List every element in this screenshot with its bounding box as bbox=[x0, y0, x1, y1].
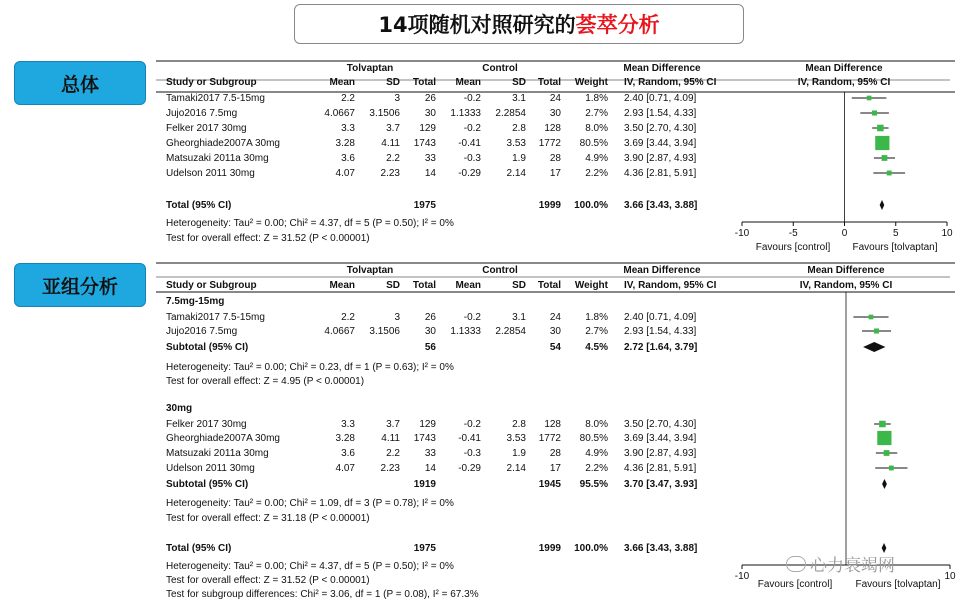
x-tick-label: 10 bbox=[941, 228, 953, 239]
study-name: Jujo2016 7.5mg bbox=[166, 326, 238, 337]
study-tol-mean: 3.28 bbox=[335, 138, 355, 149]
study-name: Felker 2017 30mg bbox=[166, 419, 247, 430]
header-ctl-mean: Mean bbox=[455, 77, 481, 88]
study-weight: 2.2% bbox=[585, 168, 608, 179]
study-tol-mean: 3.3 bbox=[341, 123, 355, 134]
overall-total-tol-total: 1975 bbox=[413, 200, 436, 211]
subgroup-label: 7.5mg-15mg bbox=[166, 296, 225, 307]
overall-total-label: Total (95% CI) bbox=[166, 200, 232, 211]
study-ctl-total: 17 bbox=[549, 463, 561, 474]
study-weight: 4.9% bbox=[585, 153, 608, 164]
study-tol-mean: 4.0667 bbox=[324, 108, 355, 119]
subgroup2-subtotal-tol-total: 1919 bbox=[413, 479, 436, 490]
header-study: Study or Subgroup bbox=[166, 77, 257, 88]
study-tol-mean: 3.6 bbox=[341, 448, 355, 459]
overall-total-md-ci: 3.66 [3.43, 3.88] bbox=[624, 200, 698, 211]
subgroup-total-effect-test: Test for overall effect: Z = 31.52 (P < 0.00001) bbox=[166, 575, 370, 586]
subgroup2-heterogeneity: Heterogeneity: Tau² = 0.00; Chi² = 1.09, df = 3 (P = 0.78); I² = 0% bbox=[166, 498, 454, 509]
subgroup-differences-test: Test for subgroup differences: Chi² = 3.06, df = 1 (P = 0.08), I² = 67.3% bbox=[166, 589, 479, 600]
subgroup-total-label: Total (95% CI) bbox=[166, 543, 232, 554]
study-tol-total: 14 bbox=[424, 168, 436, 179]
study-ctl-total: 1772 bbox=[538, 138, 561, 149]
subgroup1-subtotal-md-ci: 2.72 [1.64, 3.79] bbox=[624, 342, 698, 353]
header-tol-sd: SD bbox=[386, 280, 400, 291]
study-weight: 1.8% bbox=[585, 312, 608, 323]
study-ctl-sd: 2.8 bbox=[512, 123, 526, 134]
study-marker bbox=[889, 466, 894, 471]
study-weight: 8.0% bbox=[585, 419, 608, 430]
study-name: Udelson 2011 30mg bbox=[166, 168, 255, 179]
study-md-ci: 2.93 [1.54, 4.33] bbox=[624, 326, 697, 337]
study-tol-sd: 3.7 bbox=[386, 419, 400, 430]
study-ctl-mean: -0.2 bbox=[463, 419, 481, 430]
study-md-ci: 3.50 [2.70, 4.30] bbox=[624, 419, 697, 430]
study-md-ci: 2.93 [1.54, 4.33] bbox=[624, 108, 697, 119]
study-tol-mean: 4.07 bbox=[335, 463, 355, 474]
study-ctl-mean: -0.29 bbox=[458, 168, 481, 179]
header-md-method: IV, Random, 95% CI bbox=[624, 77, 717, 88]
overall-total-weight: 100.0% bbox=[574, 200, 608, 211]
study-ctl-total: 1772 bbox=[538, 433, 561, 444]
title-main: 14项随机对照研究的 bbox=[378, 13, 576, 37]
pooled-diamond bbox=[863, 342, 885, 352]
study-ctl-total: 24 bbox=[549, 312, 561, 323]
study-weight: 80.5% bbox=[579, 433, 608, 444]
study-marker bbox=[869, 315, 874, 320]
header-tol-total: Total bbox=[412, 77, 436, 88]
header-ctl-total: Total bbox=[537, 280, 561, 291]
x-tick-label: -10 bbox=[734, 571, 750, 582]
favours-control-label: Favours [control] bbox=[757, 579, 833, 590]
study-tol-sd: 3.1506 bbox=[369, 108, 400, 119]
study-tol-total: 14 bbox=[424, 463, 436, 474]
subgroup-total-tol-total: 1975 bbox=[413, 543, 436, 554]
study-ctl-mean: -0.41 bbox=[458, 138, 481, 149]
subgroup1-subtotal-weight: 4.5% bbox=[585, 342, 608, 353]
header-tol-total: Total bbox=[412, 280, 436, 291]
study-name: Felker 2017 30mg bbox=[166, 123, 247, 134]
study-tol-total: 30 bbox=[424, 326, 436, 337]
study-tol-sd: 3.7 bbox=[386, 123, 400, 134]
study-tol-sd: 2.2 bbox=[386, 153, 400, 164]
header-plot-mean-difference: Mean Difference bbox=[805, 63, 883, 74]
study-ctl-sd: 1.9 bbox=[512, 153, 526, 164]
study-md-ci: 4.36 [2.81, 5.91] bbox=[624, 168, 697, 179]
study-ctl-sd: 2.2854 bbox=[495, 326, 526, 337]
study-marker bbox=[877, 125, 884, 132]
study-ctl-sd: 3.53 bbox=[506, 433, 526, 444]
study-weight: 2.2% bbox=[585, 463, 608, 474]
study-tol-mean: 3.28 bbox=[335, 433, 355, 444]
study-tol-mean: 4.0667 bbox=[324, 326, 355, 337]
study-weight: 1.8% bbox=[585, 93, 608, 104]
study-ctl-total: 17 bbox=[549, 168, 561, 179]
study-md-ci: 3.69 [3.44, 3.94] bbox=[624, 433, 697, 444]
subgroup1-subtotal-tol-total: 56 bbox=[424, 342, 436, 353]
x-tick-label: -10 bbox=[734, 228, 750, 239]
study-md-ci: 3.50 [2.70, 4.30] bbox=[624, 123, 697, 134]
study-md-ci: 2.40 [0.71, 4.09] bbox=[624, 312, 697, 323]
subgroup2-subtotal-md-ci: 3.70 [3.47, 3.93] bbox=[624, 479, 698, 490]
study-md-ci: 3.90 [2.87, 4.93] bbox=[624, 448, 697, 459]
study-marker bbox=[874, 328, 879, 333]
study-name: Tamaki2017 7.5-15mg bbox=[166, 312, 265, 323]
overall-total-ctl-total: 1999 bbox=[538, 200, 561, 211]
study-tol-mean: 4.07 bbox=[335, 168, 355, 179]
subgroup2-subtotal-ctl-total: 1945 bbox=[538, 479, 561, 490]
overall-effect-test: Test for overall effect: Z = 31.52 (P < 0.00001) bbox=[166, 233, 370, 244]
study-name: Tamaki2017 7.5-15mg bbox=[166, 93, 265, 104]
subgroup-label: 30mg bbox=[166, 403, 193, 414]
study-marker bbox=[879, 421, 886, 428]
subgroup2-subtotal-label: Subtotal (95% CI) bbox=[166, 479, 249, 490]
tab-subgroup[interactable]: 亚组分析 bbox=[14, 263, 146, 307]
study-name: Jujo2016 7.5mg bbox=[166, 108, 238, 119]
header-study: Study or Subgroup bbox=[166, 280, 257, 291]
watermark bbox=[786, 551, 895, 576]
study-md-ci: 2.40 [0.71, 4.09] bbox=[624, 93, 697, 104]
pooled-diamond bbox=[882, 479, 887, 489]
subgroup1-effect-test: Test for overall effect: Z = 4.95 (P < 0.00001) bbox=[166, 376, 365, 387]
study-tol-sd: 2.23 bbox=[380, 168, 400, 179]
header-ctl-mean: Mean bbox=[455, 280, 481, 291]
overall-heterogeneity: Heterogeneity: Tau² = 0.00; Chi² = 4.37, df = 5 (P = 0.50); I² = 0% bbox=[166, 218, 454, 229]
study-ctl-mean: -0.2 bbox=[463, 93, 481, 104]
study-tol-total: 1743 bbox=[413, 433, 436, 444]
study-ctl-mean: 1.1333 bbox=[450, 326, 481, 337]
watermark-text: 心力衰竭网 bbox=[810, 556, 895, 576]
subgroup-total-heterogeneity: Heterogeneity: Tau² = 0.00; Chi² = 4.37, df = 5 (P = 0.50); I² = 0% bbox=[166, 561, 454, 572]
header-tolvaptan: Tolvaptan bbox=[346, 63, 394, 74]
study-ctl-total: 30 bbox=[549, 326, 561, 337]
header-weight: Weight bbox=[574, 77, 608, 88]
study-ctl-sd: 2.14 bbox=[506, 463, 526, 474]
study-ctl-sd: 3.53 bbox=[506, 138, 526, 149]
study-ctl-sd: 3.1 bbox=[512, 93, 526, 104]
study-ctl-mean: -0.3 bbox=[463, 448, 481, 459]
header-plot-md-method: IV, Random, 95% CI bbox=[797, 77, 891, 88]
study-ctl-mean: -0.29 bbox=[458, 463, 481, 474]
favours-tolvaptan-label: Favours [tolvaptan] bbox=[855, 579, 941, 590]
subgroup2-subtotal-weight: 95.5% bbox=[579, 479, 608, 490]
x-tick-label: -5 bbox=[788, 228, 798, 239]
header-mean-difference: Mean Difference bbox=[623, 265, 701, 276]
study-ctl-total: 128 bbox=[544, 123, 561, 134]
header-tol-sd: SD bbox=[386, 77, 400, 88]
study-ctl-mean: 1.1333 bbox=[450, 108, 481, 119]
favours-control-label: Favours [control] bbox=[755, 242, 831, 253]
header-plot-mean-difference: Mean Difference bbox=[807, 265, 885, 276]
x-tick-label: 5 bbox=[892, 228, 899, 239]
study-ctl-mean: -0.2 bbox=[463, 312, 481, 323]
study-marker bbox=[872, 110, 877, 115]
study-ctl-total: 30 bbox=[549, 108, 561, 119]
study-ctl-mean: -0.41 bbox=[458, 433, 481, 444]
study-ctl-total: 24 bbox=[549, 93, 561, 104]
study-ctl-sd: 2.2854 bbox=[495, 108, 526, 119]
study-name: Gheorghiade2007A 30mg bbox=[166, 433, 280, 444]
header-tol-mean: Mean bbox=[329, 77, 355, 88]
study-weight: 4.9% bbox=[585, 448, 608, 459]
study-marker bbox=[887, 171, 892, 176]
study-ctl-sd: 1.9 bbox=[512, 448, 526, 459]
study-ctl-total: 28 bbox=[549, 448, 561, 459]
header-ctl-sd: SD bbox=[512, 280, 526, 291]
header-control: Control bbox=[482, 265, 518, 276]
subgroup1-subtotal-ctl-total: 54 bbox=[549, 342, 561, 353]
study-weight: 8.0% bbox=[585, 123, 608, 134]
study-tol-sd: 2.23 bbox=[380, 463, 400, 474]
study-md-ci: 3.90 [2.87, 4.93] bbox=[624, 153, 697, 164]
study-tol-total: 129 bbox=[419, 419, 436, 430]
study-tol-mean: 3.6 bbox=[341, 153, 355, 164]
study-weight: 2.7% bbox=[585, 108, 608, 119]
subgroup-total-ctl-total: 1999 bbox=[538, 543, 561, 554]
x-tick-label: 0 bbox=[841, 228, 848, 239]
study-weight: 2.7% bbox=[585, 326, 608, 337]
study-tol-mean: 2.2 bbox=[341, 93, 355, 104]
favours-tolvaptan-label: Favours [tolvaptan] bbox=[852, 242, 938, 253]
wechat-icon bbox=[786, 556, 806, 572]
subgroup-total-md-ci: 3.66 [3.43, 3.88] bbox=[624, 543, 698, 554]
study-tol-sd: 4.11 bbox=[381, 433, 400, 444]
header-tol-mean: Mean bbox=[329, 280, 355, 291]
study-tol-total: 33 bbox=[424, 448, 436, 459]
study-name: Matsuzaki 2011a 30mg bbox=[166, 153, 269, 164]
study-tol-total: 26 bbox=[424, 93, 436, 104]
study-tol-total: 33 bbox=[424, 153, 436, 164]
study-marker bbox=[877, 431, 891, 445]
study-tol-sd: 3.1506 bbox=[369, 326, 400, 337]
study-tol-sd: 2.2 bbox=[386, 448, 400, 459]
tab-overall[interactable]: 总体 bbox=[14, 61, 146, 105]
study-ctl-total: 28 bbox=[549, 153, 561, 164]
header-tolvaptan: Tolvaptan bbox=[346, 265, 394, 276]
study-marker bbox=[875, 136, 889, 150]
study-md-ci: 4.36 [2.81, 5.91] bbox=[624, 463, 697, 474]
study-tol-total: 129 bbox=[419, 123, 436, 134]
title-highlight: 荟萃分析 bbox=[575, 13, 660, 37]
study-ctl-total: 128 bbox=[544, 419, 561, 430]
study-marker bbox=[867, 96, 872, 101]
study-ctl-sd: 3.1 bbox=[512, 312, 526, 323]
subgroup-total-weight: 100.0% bbox=[574, 543, 608, 554]
header-ctl-sd: SD bbox=[512, 77, 526, 88]
study-ctl-sd: 2.8 bbox=[512, 419, 526, 430]
study-ctl-sd: 2.14 bbox=[506, 168, 526, 179]
study-tol-sd: 3 bbox=[394, 93, 400, 104]
study-tol-total: 30 bbox=[424, 108, 436, 119]
study-name: Matsuzaki 2011a 30mg bbox=[166, 448, 269, 459]
study-name: Udelson 2011 30mg bbox=[166, 463, 255, 474]
study-md-ci: 3.69 [3.44, 3.94] bbox=[624, 138, 697, 149]
study-tol-sd: 3 bbox=[394, 312, 400, 323]
header-md-method: IV, Random, 95% CI bbox=[624, 280, 717, 291]
study-tol-total: 1743 bbox=[413, 138, 436, 149]
subgroup2-effect-test: Test for overall effect: Z = 31.18 (P < 0.00001) bbox=[166, 513, 370, 524]
study-marker bbox=[884, 450, 890, 456]
study-tol-mean: 2.2 bbox=[341, 312, 355, 323]
header-ctl-total: Total bbox=[537, 77, 561, 88]
study-tol-sd: 4.11 bbox=[381, 138, 400, 149]
pooled-diamond bbox=[880, 200, 885, 210]
study-ctl-mean: -0.2 bbox=[463, 123, 481, 134]
study-weight: 80.5% bbox=[579, 138, 608, 149]
study-tol-total: 26 bbox=[424, 312, 436, 323]
study-ctl-mean: -0.3 bbox=[463, 153, 481, 164]
subgroup1-subtotal-label: Subtotal (95% CI) bbox=[166, 342, 249, 353]
subgroup1-heterogeneity: Heterogeneity: Tau² = 0.00; Chi² = 0.23, df = 1 (P = 0.63); I² = 0% bbox=[166, 362, 454, 373]
study-marker bbox=[882, 155, 888, 161]
study-tol-mean: 3.3 bbox=[341, 419, 355, 430]
header-plot-md-method: IV, Random, 95% CI bbox=[799, 280, 893, 291]
x-tick-label: 10 bbox=[944, 571, 956, 582]
header-weight: Weight bbox=[574, 280, 608, 291]
header-control: Control bbox=[482, 63, 518, 74]
study-name: Gheorghiade2007A 30mg bbox=[166, 138, 280, 149]
header-mean-difference: Mean Difference bbox=[623, 63, 701, 74]
